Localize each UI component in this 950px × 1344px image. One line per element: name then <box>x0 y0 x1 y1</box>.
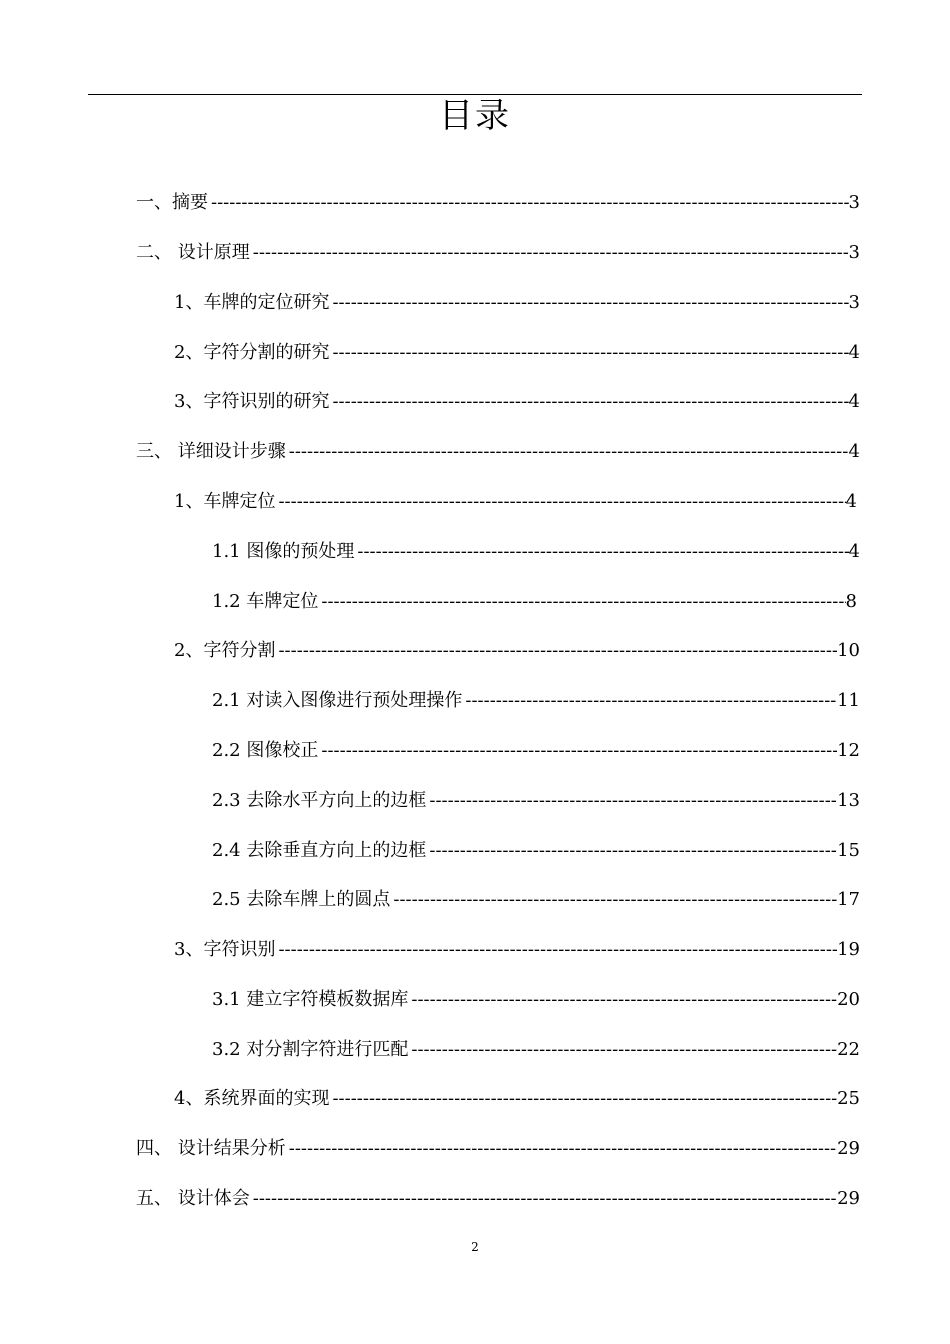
toc-entry[interactable] <box>136 238 860 268</box>
toc-entry[interactable] <box>212 836 860 866</box>
toc-entry-page: 4 <box>848 342 860 363</box>
toc-leader <box>329 338 848 368</box>
toc-leader <box>354 537 848 567</box>
toc-entry[interactable] <box>212 985 860 1015</box>
toc-entry[interactable] <box>174 487 857 517</box>
toc-entry[interactable] <box>174 935 860 965</box>
toc-entry-label: 3、字符识别的研究 <box>174 391 330 412</box>
toc-leader <box>286 1134 837 1164</box>
toc-entry[interactable] <box>136 188 860 218</box>
toc-entry[interactable] <box>212 885 860 915</box>
toc-leader <box>318 587 845 617</box>
toc-entry-page: 19 <box>837 939 860 960</box>
toc-leader <box>318 736 837 766</box>
toc-entry-label: 二、 设计原理 <box>136 242 250 263</box>
toc-entry-page: 8 <box>845 591 857 612</box>
toc-entry-page: 4 <box>848 391 860 412</box>
toc-leader <box>275 487 845 517</box>
toc-leader <box>426 786 837 816</box>
toc-entry[interactable] <box>136 1134 860 1164</box>
page-title: 目录 <box>439 96 511 136</box>
toc-entry-page: 4 <box>848 441 860 462</box>
toc-leader <box>462 686 837 716</box>
toc-leader <box>426 836 837 866</box>
toc-leader <box>286 437 849 467</box>
toc-entry-label: 1.2 车牌定位 <box>212 591 319 612</box>
toc-leader <box>250 238 849 268</box>
toc-leader <box>329 288 848 318</box>
toc-entry-page: 3 <box>848 192 860 213</box>
toc-entry[interactable] <box>174 338 860 368</box>
toc-entry-page: 20 <box>837 989 860 1010</box>
toc-entry-label: 1、车牌的定位研究 <box>174 292 330 313</box>
toc-entry-page: 11 <box>837 690 860 711</box>
toc-leader <box>390 885 837 915</box>
toc-entry-page: 10 <box>837 640 860 661</box>
toc-entry-page: 3 <box>848 242 860 263</box>
toc-entry-page: 22 <box>837 1039 860 1060</box>
toc-entry[interactable] <box>212 537 860 567</box>
toc-entry-label: 2.2 图像校正 <box>212 740 319 761</box>
toc-entry-label: 2、字符分割的研究 <box>174 342 330 363</box>
toc-entry-label: 三、 详细设计步骤 <box>136 441 286 462</box>
toc-entry[interactable] <box>212 1035 860 1065</box>
toc-entry-page: 4 <box>845 491 857 512</box>
toc-entry-label: 五、 设计体会 <box>136 1188 250 1209</box>
toc-entry-label: 2、字符分割 <box>174 640 276 661</box>
toc-entry-label: 1.1 图像的预处理 <box>212 541 355 562</box>
toc-entry-label: 2.4 去除垂直方向上的边框 <box>212 840 427 861</box>
toc-entry-label: 一、摘要 <box>136 192 208 213</box>
toc-entry-label: 3、字符识别 <box>174 939 276 960</box>
toc-entry[interactable] <box>212 587 857 617</box>
toc-entry-label: 2.5 去除车牌上的圆点 <box>212 889 391 910</box>
toc-leader <box>250 1184 837 1214</box>
toc-entry-page: 3 <box>848 292 860 313</box>
toc-entry-page: 15 <box>837 840 860 861</box>
toc-entry-label: 4、系统界面的实现 <box>174 1088 330 1109</box>
toc-entry[interactable] <box>212 736 860 766</box>
toc-entry[interactable] <box>174 1084 860 1114</box>
toc-entry[interactable] <box>212 686 860 716</box>
toc-entry[interactable] <box>174 636 860 666</box>
toc-leader <box>408 1035 837 1065</box>
page-number: 2 <box>471 1240 479 1254</box>
toc-entry-label: 2.3 去除水平方向上的边框 <box>212 790 427 811</box>
toc-entry[interactable] <box>212 786 860 816</box>
toc-entry[interactable] <box>174 387 860 417</box>
toc-leader <box>275 935 837 965</box>
toc-entry-label: 四、 设计结果分析 <box>136 1138 286 1159</box>
toc-entry-page: 4 <box>848 541 860 562</box>
toc-entry[interactable] <box>136 1184 860 1214</box>
toc-entry-page: 12 <box>837 740 860 761</box>
toc-entry[interactable] <box>174 288 860 318</box>
toc-entry-page: 29 <box>837 1138 860 1159</box>
toc-entry-label: 3.2 对分割字符进行匹配 <box>212 1039 409 1060</box>
toc-entry-label: 1、车牌定位 <box>174 491 276 512</box>
toc-leader <box>329 1084 837 1114</box>
toc-leader <box>208 188 849 218</box>
toc-entry[interactable] <box>136 437 860 467</box>
toc-leader <box>408 985 837 1015</box>
toc-entry-page: 17 <box>837 889 860 910</box>
toc-entry-label: 2.1 对读入图像进行预处理操作 <box>212 690 463 711</box>
toc-entry-page: 29 <box>837 1188 860 1209</box>
toc-leader <box>329 387 848 417</box>
toc-entry-label: 3.1 建立字符模板数据库 <box>212 989 409 1010</box>
toc-entry-page: 13 <box>837 790 860 811</box>
toc-leader <box>275 636 837 666</box>
toc-entry-page: 25 <box>837 1088 860 1109</box>
